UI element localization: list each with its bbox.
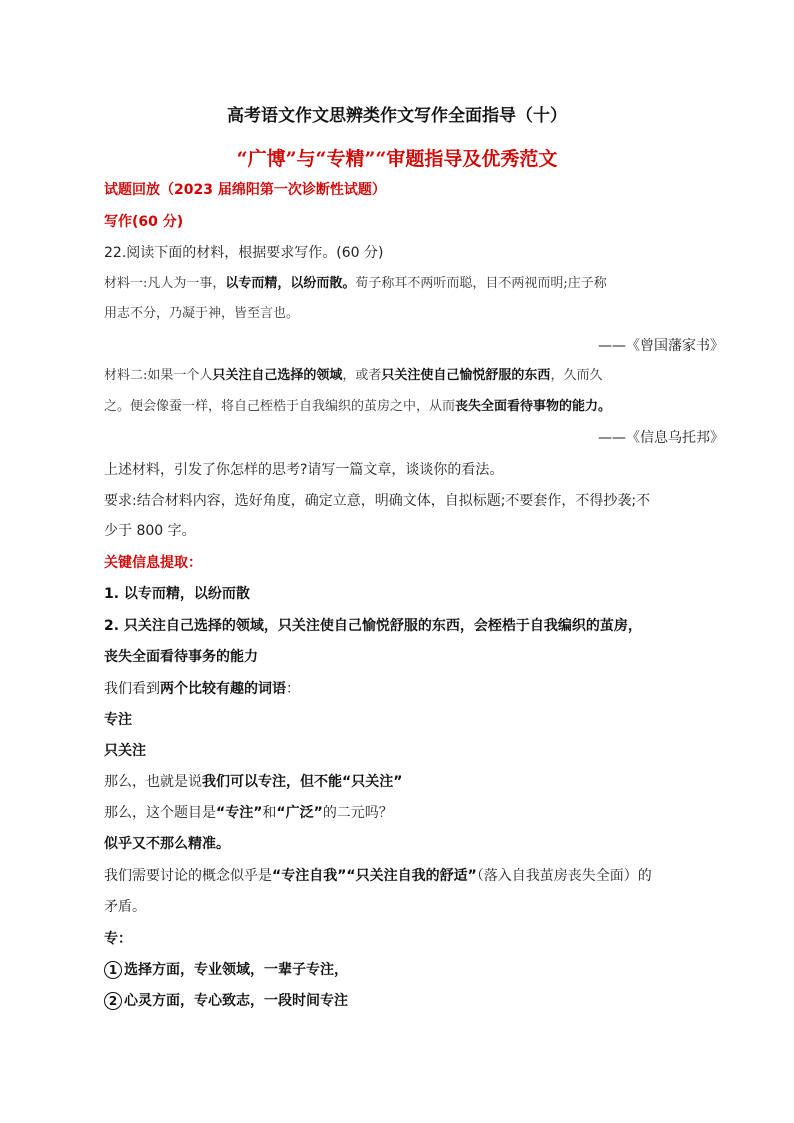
requirement-line1: 要求:结合材料内容，选好角度，确定立意，明确文体，自拟标题;不要套作，不得抄袭;不 <box>104 493 651 509</box>
concept-paragraph-line2: 矛盾。 <box>104 899 146 915</box>
so-bold: 我们可以专注，但不能“只关注” <box>202 774 403 790</box>
circled-number-1: 1 <box>104 961 122 979</box>
key-point-1: 1. 以专而精，以纷而散 <box>104 586 250 602</box>
material2-line2 <box>104 397 724 417</box>
list-item-1 <box>104 960 724 980</box>
word-focus: 专注 <box>104 712 132 728</box>
material1-rest: 荀子称耳不两听而聪，目不两视而明;庄子称 <box>355 276 607 291</box>
material2-prefix: 材料二:如果一个人 <box>104 368 213 383</box>
binary-bold2: “广泛” <box>276 805 323 821</box>
material2-tail: ，久而久 <box>550 368 603 383</box>
material1-bold: 以专而精，以纷而散。 <box>225 276 356 291</box>
material1-prefix: 材料一:凡人为一事， <box>104 276 226 291</box>
so-paragraph <box>104 772 724 792</box>
not-precise-paragraph: 似乎又不那么精准。 <box>104 836 230 852</box>
material2-bold2: 只关注使自己愉悦舒服的东西 <box>381 368 551 383</box>
material2-line2-prefix: 之。便会像蚕一样，将自己桎梏于自我编织的茧房之中，从而 <box>104 399 456 414</box>
binary-prefix: 那么，这个题目是 <box>104 805 216 821</box>
document-title: 高考语文作文思辨类作文写作全面指导（十） <box>227 106 567 126</box>
material2-mid: ，或者 <box>342 368 382 383</box>
question-intro: 22.阅读下面的材料，根据要求写作。(60 分) <box>104 245 384 261</box>
binary-paragraph <box>104 803 724 823</box>
document-subtitle: “广博”与“专精”“审题指导及优秀范文 <box>236 148 558 170</box>
key-info-label: 关键信息提取： <box>104 555 202 571</box>
list-item-2-text: 心灵方面，专心致志，一段时间专注 <box>124 993 348 1009</box>
concept-prefix: 我们需要讨论的概念似乎是 <box>104 868 272 884</box>
section-label: 写作(60 分) <box>104 214 184 230</box>
two-words-bold: 两个比较有趣的词语 <box>160 681 286 697</box>
concept-paragraph-line1 <box>104 866 724 886</box>
two-words-paragraph <box>104 679 724 699</box>
material2-line2-bold: 丧失全面看待事物的能力。 <box>455 399 612 414</box>
material2-line1 <box>104 366 724 386</box>
material1-source: ——《曾国藩家书》 <box>598 338 724 354</box>
list-item-1-text: 选择方面，专业领域，一辈子专注， <box>124 962 348 978</box>
binary-mid: 和 <box>262 805 277 821</box>
two-words-suffix: ： <box>286 681 300 697</box>
material2-bold1: 只关注自己选择的领域 <box>212 368 343 383</box>
key-point-2-line1: 2. 只关注自己选择的领域，只关注使自己愉悦舒服的东西，会桎梏于自我编织的茧房， <box>104 618 642 634</box>
circled-number-2: 2 <box>104 992 122 1010</box>
list-item-2 <box>104 991 724 1011</box>
binary-suffix: 的二元吗？ <box>322 805 393 821</box>
word-only-focus: 只关注 <box>104 743 146 759</box>
zhuan-label: 专： <box>104 931 132 947</box>
so-prefix: 那么，也就是说 <box>104 774 202 790</box>
material1-line2: 用志不分，乃凝于神，皆至言也。 <box>104 306 300 321</box>
requirement-line2: 少于 800 字。 <box>104 523 196 539</box>
concept-suffix: （落入自我茧房丧失全面）的 <box>476 868 652 884</box>
material1-line1 <box>104 274 724 294</box>
binary-bold1: “专注” <box>216 805 263 821</box>
material2-source: ——《信息乌托邦》 <box>598 430 724 446</box>
key-point-2-line2: 丧失全面看待事务的能力 <box>104 649 258 665</box>
two-words-prefix: 我们看到 <box>104 681 160 697</box>
exam-source: 试题回放（2023 届绵阳第一次诊断性试题） <box>104 182 386 198</box>
prompt-line: 上述材料，引发了你怎样的思考?请写一篇文章，谈谈你的看法。 <box>104 462 504 478</box>
concept-bold: “专注自我”“只关注自我的舒适” <box>272 868 477 884</box>
